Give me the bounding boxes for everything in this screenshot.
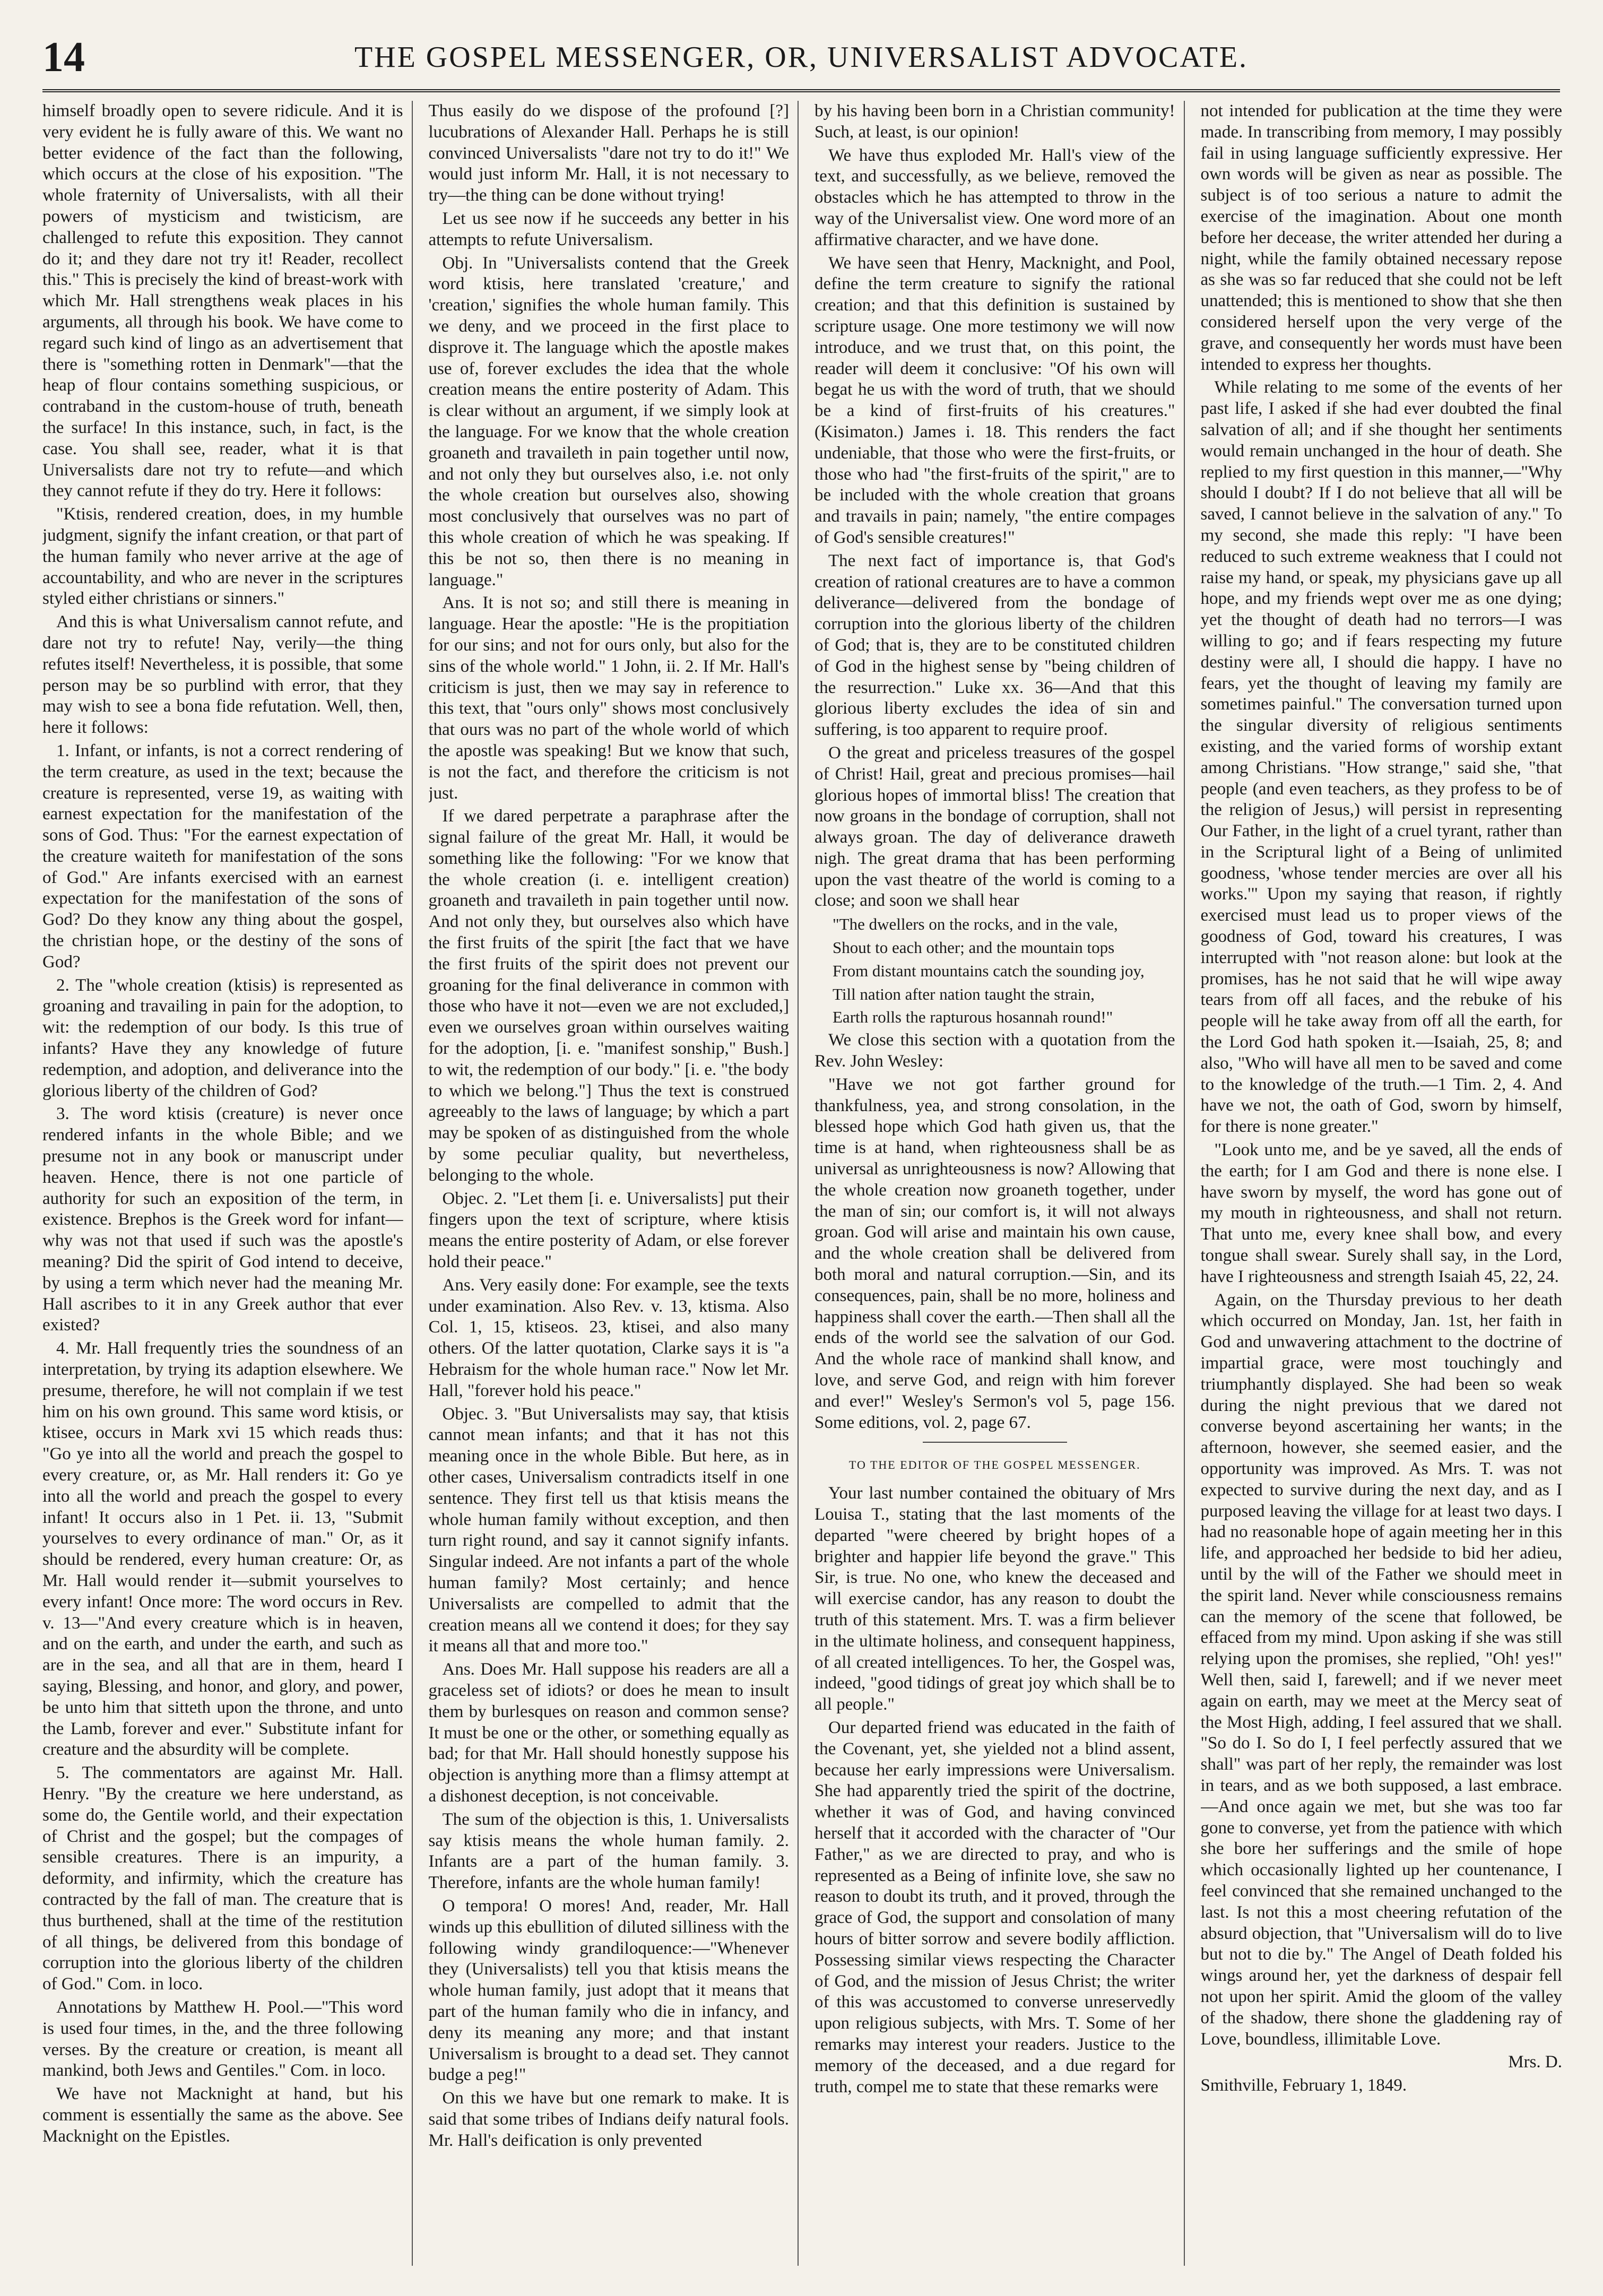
- column-2: [429, 101, 799, 2266]
- paragraph: "Look unto me, and be ye saved, all the ends of the earth; for I am God and there is none else. I have sworn by myself, the word has gone out of my mouth in righteousness, and shall not return. That unto me, every knee shall bow, and every tongue shall swear. Surely shall say, in the Lord, have I righteousness and strength Isaiah 45, 22, 24.: [1200, 1140, 1562, 1286]
- paragraph: "Have we not got farther ground for thankfulness, yea, and strong consolation, in the blessed hope which God hath given us, that the time is at hand, when righteousness shall be as universal as unrighteousness is now? Allowing that the whole creation now groaneth together, under the man of sin; our comfort is, it will not always groan. God will arise and maintain his own cause, and the whole creation shall be delivered from both moral and natural corruption.—Sin, and its consequences, pain, shall be no more, holiness and happiness shall cover the earth.—Then shall all the ends of the world see the salvation of our God. And the whole race of mankind shall know, and love, and serve God, and reign with him forever and ever!" Wesley's Sermon's vol 5, page 156. Some editions, vol. 2, page 67.: [815, 1075, 1175, 1432]
- masthead-title: THE GOSPEL MESSENGER, OR, UNIVERSALIST ADVOCATE.: [354, 41, 1249, 74]
- paragraph: The sum of the objection is this, 1. Universalists say ktisis means the whole human family. 2. Infants are a part of the human family. 3. Therefore, infants are the whole human family!: [428, 1809, 789, 1893]
- paragraph: We have not Macknight at hand, but his comment is essentially the same as the above. See Macknight on the Epistles.: [42, 2084, 403, 2146]
- poem-line: Earth rolls the rapturous hosannah round!": [833, 1008, 1113, 1027]
- paragraph: Objec. 2. "Let them [i. e. Universalists] put their fingers upon the text of scripture, where ktisis means the entire posterity of Adam, or else forever hold their peace.": [428, 1189, 789, 1272]
- letter-signature: Mrs. D.: [1508, 2052, 1562, 2072]
- paragraph: Annotations by Matthew H. Pool.—"This word is used four times, in the, and the three following verses. By the creature or creation, is meant all mankind, both Jews and Gentiles." Com. in loco.: [42, 1997, 403, 2081]
- paragraph: by his having been born in a Christian community! Such, at least, is our opinion!: [815, 101, 1175, 142]
- page-number: 14: [42, 34, 85, 81]
- paragraph: himself broadly open to severe ridicule. And it is very evident he is fully aware of this. We want no better evidence of the fact than the following, which occurs at the close of his exposition. "The whole fraternity of Universalists, with all their powers of mysticism and twisticism, are challenged to refute this exposition. They cannot do it; and they dare not try it! Reader, recollect this." This is precisely the kind of breast-work with which Mr. Hall strengthens weak places in his arguments, all through his book. We have come to regard such kind of lingo as an advertisement that there is "something rotten in Denmark"—that the heap of flour contains something suspicious, or contraband in the custom-house of truth, beneath the surface! In this instance, such, in fact, is the case. You shall see, reader, what it is that Universalists dare not try to refute—and which they cannot refute if they do try. Here it follows:: [42, 101, 403, 501]
- paragraph: Ans. Does Mr. Hall suppose his readers are all a graceless set of idiots? or does he mean to insult them by burlesques on reason and common sense? It must be one or the other, or something equally as bad; for that Mr. Hall should honestly suppose his objection is anything more than a flimsy attempt at a dishonest deception, is not conceivable.: [428, 1660, 789, 1806]
- paragraph: The next fact of importance is, that God's creation of rational creatures are to have a common deliverance—delivered from the bondage of corruption into the glorious liberty of the children of God; that is, they are to be constituted children of God in the highest sense by "being children of the resurrection." Luke xx. 36—And that this glorious liberty excludes the idea of sin and suffering, is too apparent to require proof.: [815, 551, 1175, 740]
- column-4: [1201, 101, 1571, 2266]
- column-1: [42, 101, 413, 2266]
- paragraph: Your last number contained the obituary of Mrs Louisa T., stating that the last moments of the departed "were cheered by bright hopes of a brighter and happier life beyond the grave." This Sir, is true. No one, who knew the deceased and will exercise candor, has any reason to doubt the truth of this statement. Mrs. T. was a firm believer in the ultimate holiness, and consequent happiness, of all created intelligences. To her, the Gospel was, indeed, "good tidings of great joy which shall be to all people.": [815, 1484, 1175, 1714]
- paragraph: "Ktisis, rendered creation, does, in my humble judgment, signify the infant creation, or that part of the human family who never arrive at the age of accountability, and who are never in the scriptures styled either christians or sinners.": [42, 505, 403, 609]
- paragraph: Again, on the Thursday previous to her death which occurred on Monday, Jan. 1st, her faith in God and unwavering attachment to the doctrine of impartial grace, were most touchingly and triumphantly displayed. She had been so weak during the night previous that we dared not converse beyond ascertaining her wants; in the afternoon, however, she seemed easier, and the opportunity was improved. As Mrs. T. was not expected to survive during the next day, and as I purposed leaving the village for at least two days. I had no reasonable hope of again meeting her in this life, and approached her bedside to bid her adieu, until by the will of the Father we should meet in the spirit land. Never while consciousness remains can the memory of the scene that followed, be effaced from my mind. Upon asking if she was still relying upon the promises, she replied, "Oh! yes!" Well then, said I, farewell; and if we never meet again on earth, may we meet at the Mercy seat of the Most High, adding, I feel assured that we shall. "So do I. So do I, I feel perfectly assured that we shall" was part of her reply, the remainder was lost in tears, and as we both supposed, a last embrace.—And once again we met, but she was too far gone to converse, yet from the patience with which she bore her sufferings and the smile of hope which occasionally lighted up her countenance, I feel convinced that she remained unchanged to the last. Is not this a most cheering refutation of the absurd objection, that "Universalism will do to live but not to die by." The Angel of Death folded his wings around her, yet the darkness of despair fell not upon her spirit. Amid the gloom of the valley of the shadow, there shone the gladdening ray of Love, boundless, illimitable Love.: [1200, 1290, 1562, 2049]
- paragraph: Let us see now if he succeeds any better in his attempts to refute Universalism.: [428, 209, 789, 249]
- paragraph: O the great and priceless treasures of the gospel of Christ! Hail, great and precious promises—hail glorious hopes of immortal bliss! The creation that now groans in the bondage of corruption, shall not always groan. The day of deliverance draweth nigh. The great drama that has been performing upon the vast theatre of the world is coming to a close; and soon we shall hear: [815, 743, 1175, 911]
- paragraph: 3. The word ktisis (creature) is never once rendered infants in the whole Bible; and we presume not in any book or manuscript under heaven. Hence, there is not one particle of authority for such an exposition of the term, in existence. Brephos is the Greek word for infant—why was not that used if such was the apostle's meaning? Did the spirit of God intend to deceive, by using a term which never had the meaning Mr. Hall ascribes to it in any Greek author that ever existed?: [42, 1104, 403, 1335]
- column-3: [815, 101, 1185, 2266]
- paragraph: We have thus exploded Mr. Hall's view of the text, and successfully, as we believe, removed the obstacles which he has attempted to throw in the way of the Universalist view. One word more of an affirmative character, and we have done.: [815, 145, 1175, 249]
- paragraph: not intended for publication at the time they were made. In transcribing from memory, I may possibly fail in using language sufficiently expressive. Her own words will be given as near as possible. The subject is of too serious a nature to admit the exercise of the imagination. About one month before her decease, the writer attended her during a night, while the family obtained necessary repose as she was so far reduced that she could not be left unattended; this is mentioned to show that she then considered herself upon the very verge of the grave, and consequently her words must have been intended to express her thoughts.: [1200, 101, 1562, 374]
- paragraph: 2. The "whole creation (ktisis) is represented as groaning and travailing in pain for the adoption, to wit: the redemption of our body. Is this true of infants? Have they any knowledge of future redemption, and adoption, and deliverance into the glorious liberty of the children of God?: [42, 975, 403, 1101]
- paragraph: Obj. In "Universalists contend that the Greek word ktisis, here translated 'creature,' and 'creation,' signifies the whole human family. This we deny, and we proceed in the first place to disprove it. The language which the apostle makes use of, forever excludes the idea that the whole creation means the entire posterity of Adam. This is clear without an argument, if we simply look at the language. For we know that the whole creation groaneth and travaileth in pain together until now, and not only they but ourselves also, i.e. not only the whole creation but ourselves also, showing most conclusively that ourselves was no part of this whole creation of which he was speaking. If this be not so, then there is no meaning in language.": [428, 253, 789, 590]
- poem-line: Shout to each other; and the mountain tops: [833, 938, 1115, 957]
- paragraph: Objec. 3. "But Universalists may say, that ktisis cannot mean infants; and that it has not this meaning once in the whole Bible. But here, as in other cases, Universalism contradicts itself in one sentence. They first tell us that ktisis means the whole human family without exception, and then turn right round, and say it cannot signify infants. Singular indeed. Are not infants a part of the whole human family? Most certainly; and hence Universalists are compelled to admit that the creation means all we contend it does; for they say it means all that and more too.": [428, 1404, 789, 1656]
- paragraph: On this we have but one remark to make. It is said that some tribes of Indians deify natural fools. Mr. Hall's deification is only prevented: [428, 2089, 789, 2150]
- article-columns: [42, 101, 1571, 2266]
- paragraph: Our departed friend was educated in the faith of the Covenant, yet, she yielded not a blind assent, because her early impressions were Universalism. She had apparently tried the spirit of the doctrine, whether it was of God, and having convinced herself that it accorded with the character of "Our Father," as we are directed to pray, and who is represented as a Being of infinite love, she saw no reason to doubt its truth, and it proved, through the grace of God, the support and consolation of many hours of bitter sorrow and severe bodily affliction. Possessing similar views respecting the Character of God, and the mission of Jesus Christ; the writer of this was accustomed to converse unreservedly upon religious subjects, with Mrs. T. Some of her remarks may interest your readers. Justice to the memory of the deceased, and a due regard for truth, compel me to state that these remarks were: [815, 1718, 1175, 2096]
- paragraph: 1. Infant, or infants, is not a correct rendering of the term creature, as used in the text; because the creature is represented, verse 19, as waiting with earnest expectation for the manifestation of the sons of God. Thus: "For the earnest expectation of the creature waiteth for manifestation of the sons of God." Are infants exercised with an earnest expectation for the manifestation of the sons of God? Do they know any thing about the gospel, the christian hope, or the destiny of the sons of God?: [42, 741, 403, 972]
- paragraph: Thus easily do we dispose of the profound [?] lucubrations of Alexander Hall. Perhaps he is still convinced Universalists "dare not try to do it!" We would just inform Mr. Hall, it is not necessary to try—the thing can be done without trying!: [428, 101, 789, 205]
- poem-line: Till nation after nation taught the strain,: [833, 984, 1095, 1003]
- poem-line: From distant mountains catch the sounding joy,: [833, 961, 1145, 980]
- letter-dateline: Smithville, February 1, 1849.: [1200, 2076, 1407, 2095]
- paragraph: While relating to me some of the events of her past life, I asked if she had ever doubted the final salvation of all; and if she thought her sentiments would remain unchanged in the hour of death. She replied to my first question in this manner,—"Why should I doubt? If I do not believe that all will be saved, I cannot believe in the salvation of any." To my second, she made this reply: "I have been reduced to such extreme weakness that I could not raise my hand, or speak, my physicians gave up all hope, and my friends wept over me as one dying; yet the thought of death had no terrors—I was willing to go; and if fears respecting my future destiny were all, I should die happy. I have no fears, yet the thought of leaving my family are sometimes painful." The conversation turned upon the singular diversity of religious sentiments existing, and the varied forms of worship extant among Christians. "How strange," said she, "that people (and even teachers, as they profess to be of the religion of Jesus,) will persist in representing Our Father, in the light of a cruel tyrant, rather than in the Scriptural light of a Being of unlimited goodness, 'whose tender mercies are over all his works.'" Upon my saying that reason, if rightly exercised must lead us to proper views of the goodness of God, toward his creatures, I was interrupted with "not reason alone: but look at the promises, has he not said that he will wipe away tears from off all faces, and the rebuke of his people will he take away from off all the earth, for the Lord God hath spoken it.—Isaiah, 25, 8; and also, "Who will have all men to be saved and come to the knowledge of the truth.—1 Tim. 2, 4. And have we not, the oath of God, sworn by himself, for there is none greater.": [1200, 378, 1562, 1137]
- page-header: [42, 31, 1560, 89]
- paragraph: We close this section with a quotation from the Rev. John Wesley:: [815, 1030, 1175, 1071]
- paragraph: We have seen that Henry, Macknight, and Pool, define the term creature to signify the rational creation; and that this definition is sustained by scripture usage. One more testimony we will now introduce, and we trust that, on this point, the reader will deem it conclusive: "Of his own will begat he us with the word of truth, that we should be a kind of first-fruits of his creatures." (Kisimaton.) James i. 18. This renders the fact undeniable, that those who were the first-fruits, or those who had "the first-fruits of the spirit," are to be included with the whole creation that groans and travails in pain; namely, "the entire compages of God's sensible creatures!": [815, 253, 1175, 547]
- paragraph: O tempora! O mores! And, reader, Mr. Hall winds up this ebullition of diluted silliness with the following windy grandiloquence:—"Whenever they (Universalists) tell you that ktisis means the whole human family, just adopt that it means that part of the human family who die in infancy, and deny its meaning any more; and that instant Universalism is brought to a dead set. They cannot budge a peg!": [428, 1896, 789, 2085]
- paragraph: Ans. Very easily done: For example, see the texts under examination. Also Rev. v. 13, ktisma. Also Col. 1, 15, ktiseos. 23, ktisei, and also many others. Of the latter quotation, Clarke says it is "a Hebraism for the whole human race." Now let Mr. Hall, "forever hold his peace.": [428, 1275, 789, 1400]
- poem-line: "The dwellers on the rocks, and in the vale,: [833, 915, 1118, 934]
- paragraph: 5. The commentators are against Mr. Hall. Henry. "By the creature we here understand, as some do, the Gentile world, and their expectation of Christ and the gospel; but the compages of sensible creatures. There is an impurity, a deformity, and infirmity, which the creature has contracted by the fall of man. The creature that is thus burthened, shall at the time of the restitution of all things, be delivered from this bondage of corruption into the glorious liberty of the children of God." Com. in loco.: [42, 1763, 403, 1994]
- section-divider: [923, 1442, 1067, 1443]
- paragraph: And this is what Universalism cannot refute, and dare not try to refute! Nay, verily—the thing refutes itself! Nevertheless, it is possible, that some person may be so purblind with error, that they may wish to see a bona fide refutation. Well, then, here it follows:: [42, 612, 403, 738]
- header-rule: [42, 89, 1560, 92]
- letter-heading: TO THE EDITOR OF THE GOSPEL MESSENGER.: [848, 1458, 1141, 1472]
- paragraph: 4. Mr. Hall frequently tries the soundness of an interpretation, by trying its adaption elsewhere. We presume, therefore, he will not complain if we test him on his own ground. This same word ktisis, or ktisee, occurs in Mark xvi 15 which reads thus: "Go ye into all the world and preach the gospel to every creature, or, as Mr. Hall renders it: Go ye into all the world and preach the gospel to every infant! It occurs also in 1 Pet. ii. 13, "Submit yourselves to every ordinance of man." Or, as it should be rendered, every human creature: Or, as Mr. Hall would render it—submit yourselves to every infant! Once more: The word occurs in Rev. v. 13—"And every creature which is in heaven, and on the earth, and under the earth, and such as are in the sea, and all that are in them, heard I saying, Blessing, and honor, and glory, and power, be unto him that sitteth upon the throne, and unto the Lamb, forever and ever." Substitute infant for creature and the absurdity will be complete.: [42, 1339, 403, 1760]
- paragraph: If we dared perpetrate a paraphrase after the signal failure of the great Mr. Hall, it would be something like the following: "For we know that the whole creation (i. e. intelligent creation) groaneth and travaileth in pain together until now. And not only they, but ourselves also which have the first fruits of the spirit [the fact that we have the first fruits of the spirit does not prevent our groaning for the final deliverance in common with those who have it not—even we are not excluded,] even we ourselves groan within ourselves waiting for the adoption, [i. e. "manifest sonship," Bush.] to wit, the redemption of our body." [i. e. "the body to which we belong."] Thus the text is construed agreeably to the laws of language; by which a part may be spoken of as distinguished from the whole by some peculiar quality, but nevertheless, belonging to the whole.: [428, 807, 789, 1185]
- paragraph: Ans. It is not so; and still there is meaning in language. Hear the apostle: "He is the propitiation for our sins; and not for ours only, but also for the sins of the whole world." 1 John, ii. 2. If Mr. Hall's criticism is just, then we may say in reference to this text, that "ours only" shows most conclusively that ours was no part of the whole world of which the apostle was speaking! But we know that such, is not the fact, and therefore the criticism is not just.: [428, 593, 789, 803]
